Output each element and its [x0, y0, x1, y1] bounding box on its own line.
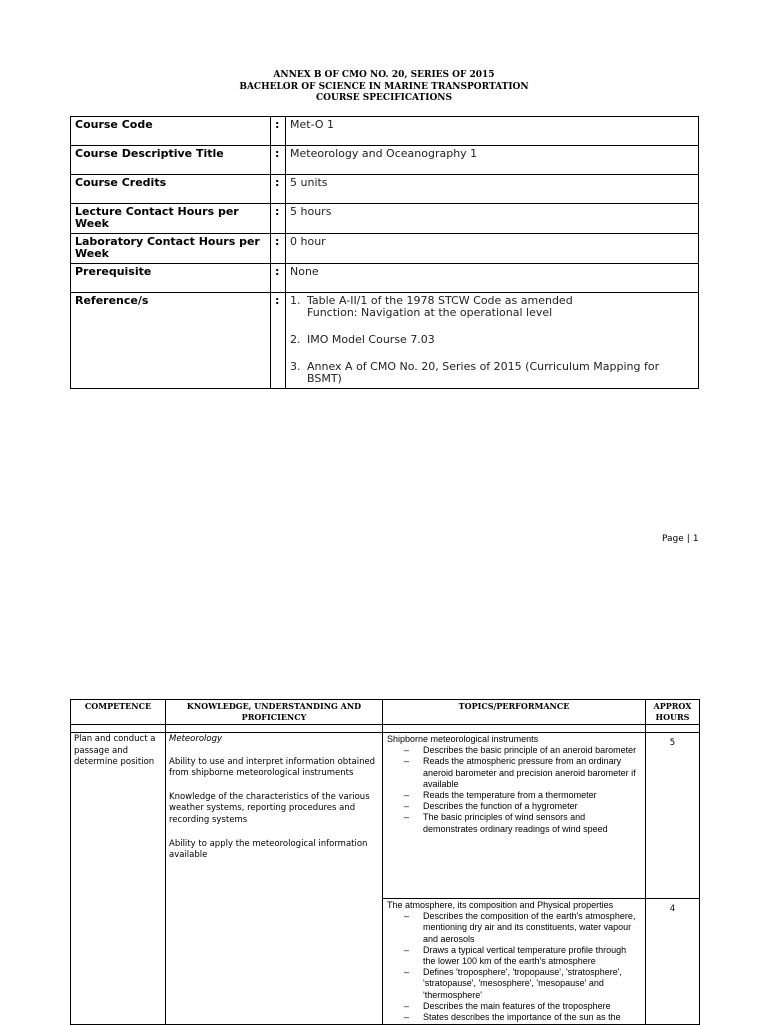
spec-row-prerequisite — [71, 264, 699, 293]
program-title: BACHELOR OF SCIENCE IN MARINE TRANSPORTATION — [239, 81, 529, 92]
spec-colon: : — [271, 175, 286, 204]
topic-list — [387, 911, 641, 1023]
reference-list — [290, 295, 694, 385]
reference-item — [290, 295, 694, 319]
topic-list — [387, 745, 641, 835]
spec-colon: : — [271, 204, 286, 234]
spec-label: Laboratory Contact Hours per Week — [71, 234, 271, 264]
knowledge-cell — [166, 733, 383, 1025]
spec-value: 0 hour — [286, 234, 699, 264]
spec-label: Course Descriptive Title — [71, 146, 271, 175]
spec-colon: : — [271, 264, 286, 293]
reference-number: 1. — [290, 294, 301, 307]
header-competence: COMPETENCE — [71, 700, 166, 725]
page-label: Page — [662, 534, 684, 544]
header-topics: TOPICS/PERFORMANCE — [383, 700, 646, 725]
topic-item: – Describes the main features of the troposphere — [387, 1001, 641, 1012]
spec-label: Reference/s — [71, 293, 271, 389]
topic-item: – Describes the composition of the earth's atmosphere, mentioning dry air and its constituents, water vapour and aerosols — [387, 911, 641, 945]
hours-cell: 4 — [646, 899, 700, 1025]
topic-cell — [383, 733, 646, 899]
spec-colon: : — [271, 146, 286, 175]
document-header — [0, 70, 768, 105]
table-header-row — [71, 700, 700, 725]
page-footer — [662, 534, 699, 544]
spec-value: 5 hours — [286, 204, 699, 234]
reference-text: IMO Model Course 7.03 — [307, 333, 435, 346]
topic-item: – States describes the importance of the sun as the — [387, 1012, 641, 1023]
topic-cell — [383, 899, 646, 1025]
references-cell — [286, 293, 699, 389]
page-number: 1 — [692, 534, 699, 544]
reference-text: Annex A of CMO No. 20, Series of 2015 (Curriculum Mapping for BSMT) — [307, 360, 660, 385]
annex-title: ANNEX B OF CMO NO. 20, SERIES OF 2015 — [273, 70, 495, 80]
spec-row-lecture-hours — [71, 204, 699, 234]
topic-item: – Draws a typical vertical temperature profile through the lower 100 km of the earth's atmosphere — [387, 945, 641, 967]
spec-label: Lecture Contact Hours per Week — [71, 204, 271, 234]
reference-number: 3. — [290, 360, 301, 373]
spec-colon: : — [271, 293, 286, 389]
topic-item: – Reads the temperature from a thermometer — [387, 790, 641, 801]
spec-label: Prerequisite — [71, 264, 271, 293]
knowledge-item: Ability to apply the meteorological information available — [169, 838, 368, 861]
spec-row-references — [71, 293, 699, 389]
topic-item: – Reads the atmospheric pressure from an ordinary aneroid barometer and precision aneroid barometer if available — [387, 756, 641, 790]
knowledge-item: Knowledge of the characteristics of the various weather systems, reporting procedures and recording systems — [169, 791, 370, 825]
course-spec-table — [70, 116, 699, 389]
spec-colon: : — [271, 117, 286, 146]
competence-table — [70, 699, 700, 1025]
spec-row-lab-hours — [71, 234, 699, 264]
reference-item — [290, 361, 694, 385]
spec-value: 5 units — [286, 175, 699, 204]
topic-item: – Describes the basic principle of an aneroid barometer — [387, 745, 641, 756]
knowledge-item: Ability to use and interpret information obtained from shipborne meteorological instruments — [169, 756, 376, 779]
spec-row-title — [71, 146, 699, 175]
reference-text: Table A-II/1 of the 1978 STCW Code as amended — [307, 294, 573, 307]
page-separator: | — [686, 534, 690, 544]
hours-cell: 5 — [646, 733, 700, 899]
topic-item: – Defines 'troposphere', 'tropopause', 'stratosphere', 'stratopause', 'mesosphere', 'mesopause' and 'thermosphere' — [387, 967, 641, 1001]
competence-cell: Plan and conduct a passage and determine position — [71, 733, 166, 1025]
reference-number: 2. — [290, 333, 301, 346]
reference-subtext: Function: Navigation at the operational level — [307, 306, 553, 319]
spec-label: Course Code — [71, 117, 271, 146]
table-spacer-row — [71, 725, 700, 733]
table-row — [71, 733, 700, 899]
spec-value: Met-O 1 — [286, 117, 699, 146]
spec-colon: : — [271, 234, 286, 264]
topic-title: The atmosphere, its composition and Physical properties — [387, 900, 614, 910]
knowledge-heading: Meteorology — [169, 734, 223, 744]
header-knowledge: KNOWLEDGE, UNDERSTANDING AND PROFICIENCY — [166, 700, 383, 725]
header-hours: APPROX HOURS — [646, 700, 700, 725]
reference-item — [290, 334, 694, 346]
topic-item: – Describes the function of a hygrometer — [387, 801, 641, 812]
spec-row-course-code — [71, 117, 699, 146]
spec-value: Meteorology and Oceanography 1 — [286, 146, 699, 175]
topic-item: – The basic principles of wind sensors and demonstrates ordinary readings of wind speed — [387, 812, 641, 834]
spec-row-credits — [71, 175, 699, 204]
topic-title: Shipborne meteorological instruments — [387, 734, 539, 744]
spec-value: None — [286, 264, 699, 293]
spec-label: Course Credits — [71, 175, 271, 204]
section-title: COURSE SPECIFICATIONS — [315, 93, 453, 103]
